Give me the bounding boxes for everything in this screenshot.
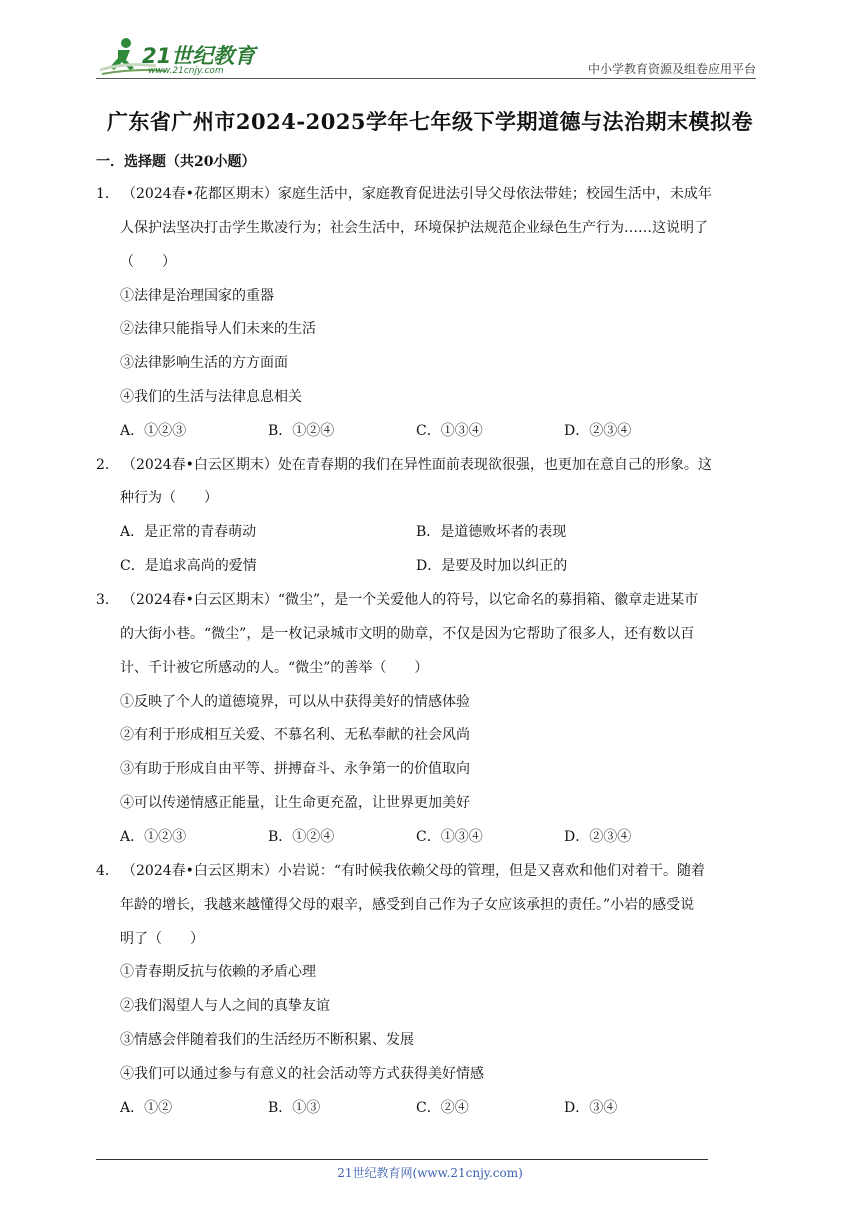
footer-link[interactable]: 21世纪教育网(www.21cnjy.com)	[337, 1166, 523, 1180]
exam-title: 广东省广州市2024-2025学年七年级下学期道德与法治期末模拟卷	[106, 109, 754, 134]
statement-item: ①青春期反抗与依赖的矛盾心理	[120, 964, 316, 980]
platform-name: 中小学教育资源及组卷应用平台	[587, 62, 756, 76]
answer-option: A．是正常的青春萌动	[120, 524, 257, 540]
question-number: 4．	[96, 863, 119, 879]
logo-url: www.21cnjy.com	[148, 66, 224, 76]
answer-option: D．③④	[564, 1100, 618, 1116]
answer-option: A．①②	[120, 1100, 173, 1116]
question-stem-line: 明了（ ）	[120, 931, 204, 947]
site-logo	[96, 36, 266, 76]
question-stem-line: 种行为（ ）	[120, 490, 218, 506]
answer-option: A．①②③	[120, 423, 187, 439]
answer-option: C．是追求高尚的爱情	[120, 558, 257, 574]
answer-option: C．①③④	[416, 423, 483, 439]
question-number: 1．	[96, 186, 119, 202]
section-heading: 一．选择题（共20小题）	[96, 154, 256, 170]
statement-item: ②有利于形成相互关爱、不慕名利、无私奉献的社会风尚	[120, 727, 470, 743]
answer-option: D．②③④	[564, 423, 632, 439]
answer-option: B．①②④	[268, 829, 335, 845]
answer-option: B．①②④	[268, 423, 335, 439]
logo-text: 21世纪教育	[142, 44, 256, 68]
question-stem-line: （2024春•白云区期末）“微尘”，是一个关爱他人的符号，以它命名的募捐箱、徽章走进某市	[122, 592, 699, 608]
page-header	[96, 36, 756, 78]
question-stem-line: （2024春•白云区期末）小岩说：“有时候我依赖父母的管理，但是又喜欢和他们对着干。随着	[122, 863, 706, 879]
answer-option: D．②③④	[564, 829, 632, 845]
question-stem-line: （ ）	[120, 254, 176, 270]
answer-option: D．是要及时加以纠正的	[416, 558, 568, 574]
question-stem-line: 的大街小巷。“微尘”，是一枚记录城市文明的勋章，不仅是因为它帮助了很多人，还有数以百	[120, 626, 695, 642]
statement-item: ②法律只能指导人们未来的生活	[120, 321, 316, 337]
question-stem-line: 计、千计被它所感动的人。“微尘”的善举（ ）	[120, 660, 429, 676]
header-divider	[96, 78, 756, 79]
question-stem-line: （2024春•白云区期末）处在青春期的我们在异性面前表现欲很强，也更加在意自己的形象。这	[122, 457, 712, 473]
question-stem-line: 人保护法坚决打击学生欺凌行为；社会生活中，环境保护法规范企业绿色生产行为……这说明了	[120, 220, 708, 236]
answer-option: C．①③④	[416, 829, 483, 845]
answer-option: B．是道德败坏者的表现	[416, 524, 567, 540]
statement-item: ④我们可以通过参与有意义的社会活动等方式获得美好情感	[120, 1066, 484, 1082]
answer-option: A．①②③	[120, 829, 187, 845]
footer-divider	[96, 1159, 708, 1160]
statement-item: ②我们渴望人与人之间的真挚友谊	[120, 998, 330, 1014]
question-number: 3．	[96, 592, 119, 608]
answer-option: C．②④	[416, 1100, 469, 1116]
statement-item: ④可以传递情感正能量，让生命更充盈，让世界更加美好	[120, 795, 470, 811]
statement-item: ①法律是治理国家的重器	[120, 288, 274, 304]
question-stem-line: 年龄的增长，我越来越懂得父母的艰辛，感受到自己作为子女应该承担的责任。”小岩的感受说	[120, 897, 695, 913]
statement-item: ③情感会伴随着我们的生活经历不断积累、发展	[120, 1032, 414, 1048]
statement-item: ③法律影响生活的方方面面	[120, 355, 288, 371]
statement-item: ①反映了个人的道德境界，可以从中获得美好的情感体验	[120, 694, 470, 710]
statement-item: ④我们的生活与法律息息相关	[120, 389, 302, 405]
question-number: 2．	[96, 457, 119, 473]
answer-option: B．①③	[268, 1100, 321, 1116]
question-stem-line: （2024春•花都区期末）家庭生活中，家庭教育促进法引导父母依法带娃；校园生活中，未成年	[122, 186, 712, 202]
statement-item: ③有助于形成自由平等、拼搏奋斗、永争第一的价值取向	[120, 761, 470, 777]
